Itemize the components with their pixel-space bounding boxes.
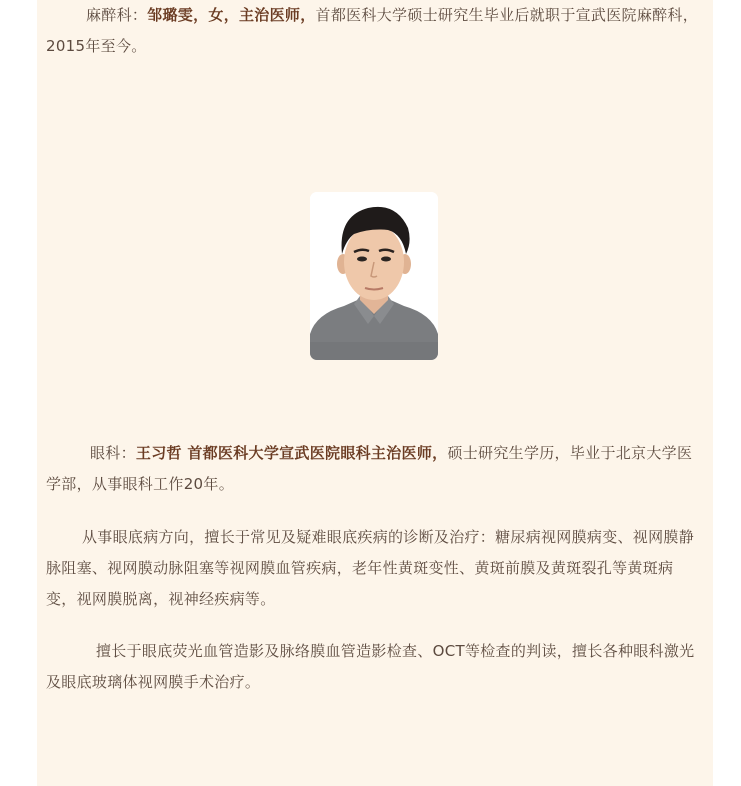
anesthesia-doctor-name: 邹璐雯，女，主治医师， bbox=[147, 6, 316, 24]
content-panel bbox=[37, 0, 713, 786]
ophthalmology-doctor-name: 王习哲 首都医科大学宣武医院眼科主治医师， bbox=[135, 444, 448, 462]
doctor-portrait-photo bbox=[310, 192, 438, 360]
ophthalmology-direction-paragraph: 从事眼底病方向，擅长于常见及疑难眼底疾病的诊断及治疗：糖尿病视网膜病变、视网膜静脉阻塞、视网膜动脉阻塞等视网膜血管疾病，老年性黄斑变性、黄斑前膜及黄斑裂孔等黄斑病变，视网膜脱离，视神经疾病等。 bbox=[46, 528, 695, 608]
anesthesia-dept-label: 麻醉科： bbox=[86, 6, 148, 24]
ophthalmology-dept-label: 眼科： bbox=[90, 444, 136, 462]
ophthalmology-specialty-paragraph: 擅长于眼底荧光血管造影及脉络膜血管造影检查、OCT等检查的判读，擅长各种眼科激光及眼底玻璃体视网膜手术治疗。 bbox=[46, 642, 695, 691]
anesthesia-paragraph bbox=[46, 0, 702, 62]
anesthesia-description: 首都医科大学硕士研究生毕业后就职于宣武医院麻醉科，2015年至今。 bbox=[46, 6, 699, 55]
ophthalmology-paragraph bbox=[46, 438, 702, 500]
ophthalmology-description: 硕士研究生学历，毕业于北京大学医学部，从事眼科工作20年。 bbox=[46, 444, 693, 493]
